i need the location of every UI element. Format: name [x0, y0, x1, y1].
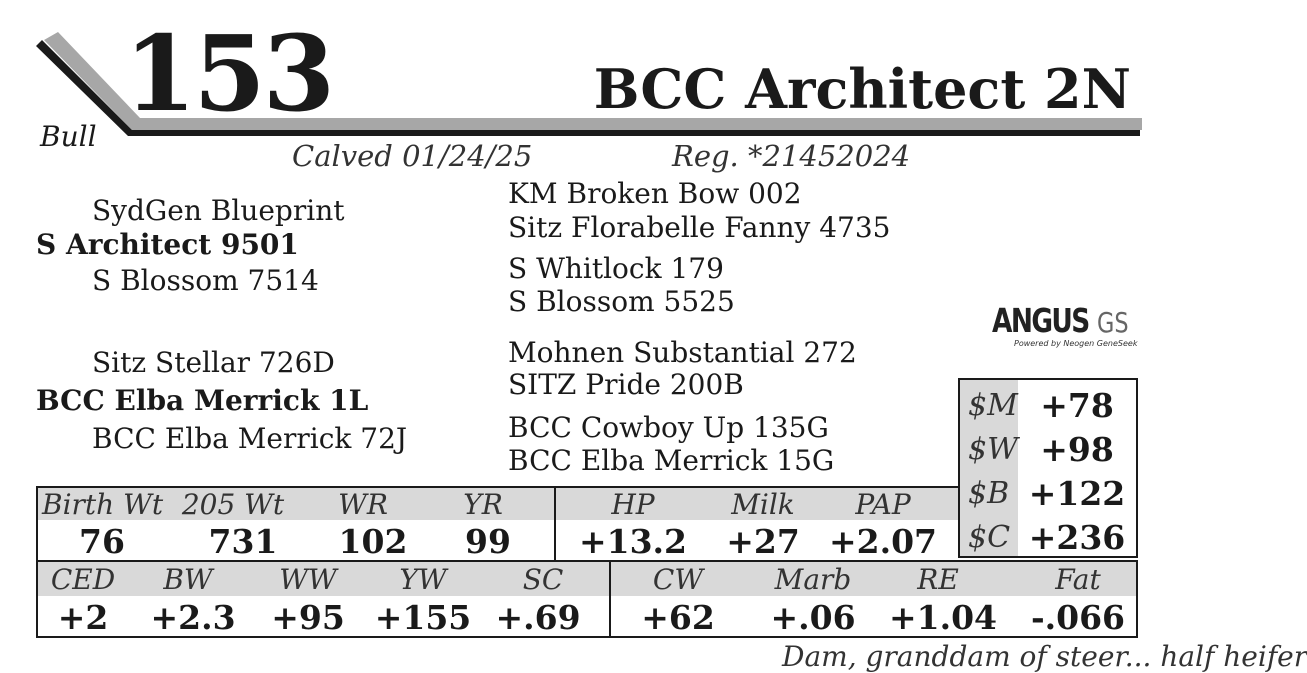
epd-value: +95	[271, 598, 345, 637]
epd-header: SC	[522, 563, 564, 596]
epd-value: 76	[79, 522, 125, 561]
epd-value: +2.07	[828, 522, 938, 561]
epd-value: 731	[208, 522, 278, 561]
epd-table	[36, 560, 1138, 638]
logo-tagline: Powered by Neogen GeneSeek	[1014, 339, 1138, 348]
index-value: +98	[1040, 430, 1114, 469]
epd-header: 205 Wt	[181, 488, 285, 521]
epd-value: +155	[374, 598, 472, 637]
epd-value: +62	[641, 598, 715, 637]
epd-value: +.06	[770, 598, 856, 637]
epd-header: HP	[611, 488, 655, 521]
epd-header: PAP	[855, 488, 911, 521]
epd-header: YW	[399, 563, 447, 596]
lot-number: 153	[124, 12, 333, 135]
epd-header: YR	[463, 488, 503, 521]
great-grandparent: Sitz Florabelle Fanny 4735	[508, 211, 891, 244]
sire-dam: S Blossom 7514	[92, 264, 319, 297]
index-label: $W	[968, 432, 1018, 467]
great-grandparent: Mohnen Substantial 272	[508, 336, 857, 369]
epd-header: Birth Wt	[42, 488, 164, 521]
epd-header: BW	[163, 563, 213, 596]
index-value: +236	[1028, 518, 1126, 557]
great-grandparent: SITZ Pride 200B	[508, 368, 744, 401]
epd-header: Fat	[1055, 563, 1101, 596]
calved-date: Calved 01/24/25	[292, 139, 533, 173]
index-value: +122	[1028, 474, 1126, 513]
epd-value: -.066	[1030, 598, 1126, 637]
dam: BCC Elba Merrick 1L	[36, 384, 369, 417]
epd-header: Marb	[774, 563, 852, 596]
great-grandparent: KM Broken Bow 002	[508, 177, 802, 210]
index-value: +78	[1040, 386, 1114, 425]
great-grandparent: S Whitlock 179	[508, 252, 724, 285]
registration-number: Reg. *21452024	[672, 139, 911, 173]
epd-header: WR	[338, 488, 388, 521]
epd-header: Milk	[731, 488, 795, 521]
great-grandparent: S Blossom 5525	[508, 285, 735, 318]
index-label: $C	[968, 520, 1011, 555]
logo-angus-text: ANGUS	[992, 301, 1089, 340]
animal-name: BCC Architect 2N	[593, 57, 1131, 121]
index-label: $M	[968, 388, 1018, 423]
sire-sire: SydGen Blueprint	[92, 194, 345, 227]
epd-header: CW	[652, 563, 704, 596]
dam-sire: Sitz Stellar 726D	[92, 346, 335, 379]
great-grandparent: BCC Cowboy Up 135G	[508, 411, 829, 444]
epd-value: +27	[726, 522, 800, 561]
logo-gs-text: GS	[1096, 306, 1129, 339]
performance-table	[36, 486, 958, 562]
epd-value: +.69	[495, 598, 581, 637]
epd-value: +2	[57, 598, 109, 637]
epd-value: +2.3	[150, 598, 236, 637]
angus-gs-logo	[992, 301, 1138, 348]
great-grandparent: BCC Elba Merrick 15G	[508, 444, 835, 477]
lot-type: Bull	[40, 120, 97, 153]
epd-header: RE	[917, 563, 959, 596]
epd-value: +1.04	[888, 598, 998, 637]
epd-header: CED	[50, 563, 116, 596]
dam-dam: BCC Elba Merrick 72J	[92, 422, 408, 455]
epd-value: +13.2	[578, 522, 688, 561]
epd-value: 99	[465, 522, 511, 561]
footer-note: Dam, granddam of steer... half heifer	[782, 640, 1307, 673]
epd-value: 102	[338, 522, 408, 561]
sire: S Architect 9501	[36, 228, 299, 261]
epd-header: WW	[279, 563, 337, 596]
index-label: $B	[968, 476, 1010, 511]
index-box	[958, 378, 1138, 558]
